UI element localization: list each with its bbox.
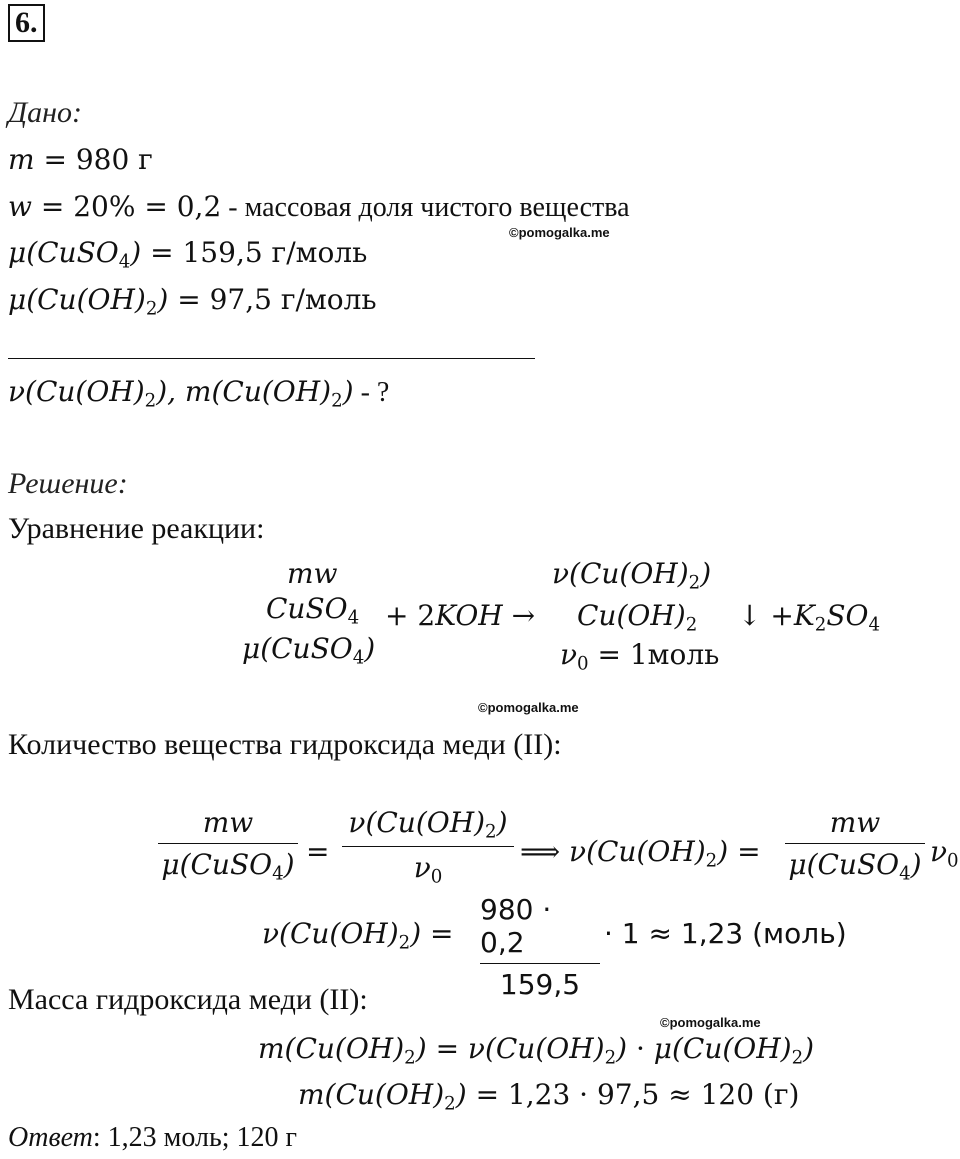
answer-line: [8, 1122, 297, 1154]
amount-label: Количество вещества гидроксида меди (II):: [8, 728, 562, 761]
equals-1: =: [306, 835, 330, 868]
answer-label: Ответ: [8, 1122, 93, 1153]
nu0-factor: $\nu_0$: [930, 835, 959, 872]
calc-fraction: [480, 893, 600, 1001]
mass-calc: $m(Cu(OH)_2) = 1,23 \cdot 97,5 \approx 120$ (г): [298, 1078, 800, 1115]
watermark-2: ©pomogalka.me: [478, 700, 579, 715]
solution-heading: Решение:: [8, 467, 128, 500]
watermark-3: ©pomogalka.me: [660, 1015, 761, 1030]
given-molar-mass-cuso4: μ(CuSO$_4$) = 159,5 г/моль: [8, 236, 368, 273]
reaction-top-right: $\nu(Cu(OH)_2)$: [552, 557, 712, 594]
calc-numerator: 980 · 0,2: [480, 893, 552, 959]
calc-lhs: $\nu(Cu(OH)_2)$ =: [262, 917, 454, 954]
answer-text: : 1,23 моль; 120 г: [92, 1122, 298, 1153]
given-molar-mass-cuoh2: $\mu(Cu(OH)_2) = 97,5$ г/моль: [8, 283, 377, 320]
given-mass: m = 980 г: [8, 143, 153, 176]
reaction-bottom-right: $\nu_0$ = 1моль: [560, 638, 720, 675]
problem-number: 6.: [8, 4, 45, 42]
reaction-rest: ↓ $+K_2SO_4$: [738, 599, 881, 636]
given-divider: [8, 358, 535, 359]
reaction-top-left: mw: [287, 557, 338, 590]
fraction-mw-over-mu: mw μ(CuSO$_4$): [158, 806, 298, 884]
given-heading: Дано:: [8, 96, 82, 129]
mass-fraction-note: - массовая доля чистого вещества: [221, 192, 630, 223]
reaction-bottom-left: μ(CuSO$_4$): [242, 632, 376, 669]
mass-formula: $m(Cu(OH)_2) = \nu(Cu(OH)_2) \cdot \mu(Cu(OH)_2)$: [258, 1032, 815, 1069]
implies-expression: ⟹ $\nu(Cu(OH)_2)$ =: [520, 835, 761, 872]
calc-tail: · 1 ≈ 1,23 (моль): [604, 917, 847, 950]
find-line: $\nu(Cu(OH)_2)$, $m(Cu(OH)_2)$ - ?: [8, 375, 390, 412]
reaction-reactant: CuSO$_4$: [266, 592, 360, 629]
mass-label: Масса гидроксида меди (II):: [8, 983, 368, 1016]
reaction-koh: + 2KOH →: [385, 599, 536, 632]
fraction-result: mw μ(CuSO$_4$): [785, 806, 925, 884]
given-mass-fraction: w = 20% = 0,2 - массовая доля чистого вещества: [8, 190, 630, 223]
equation-label: Уравнение реакции:: [8, 512, 265, 545]
watermark-1: ©pomogalka.me: [509, 225, 610, 240]
reaction-product: $Cu(OH)_2$: [577, 599, 698, 636]
fraction-nu-over-nu0: $\nu(Cu(OH)_2)$ $\nu_0$: [342, 806, 514, 888]
calc-denominator: 159,5: [499, 968, 581, 1001]
